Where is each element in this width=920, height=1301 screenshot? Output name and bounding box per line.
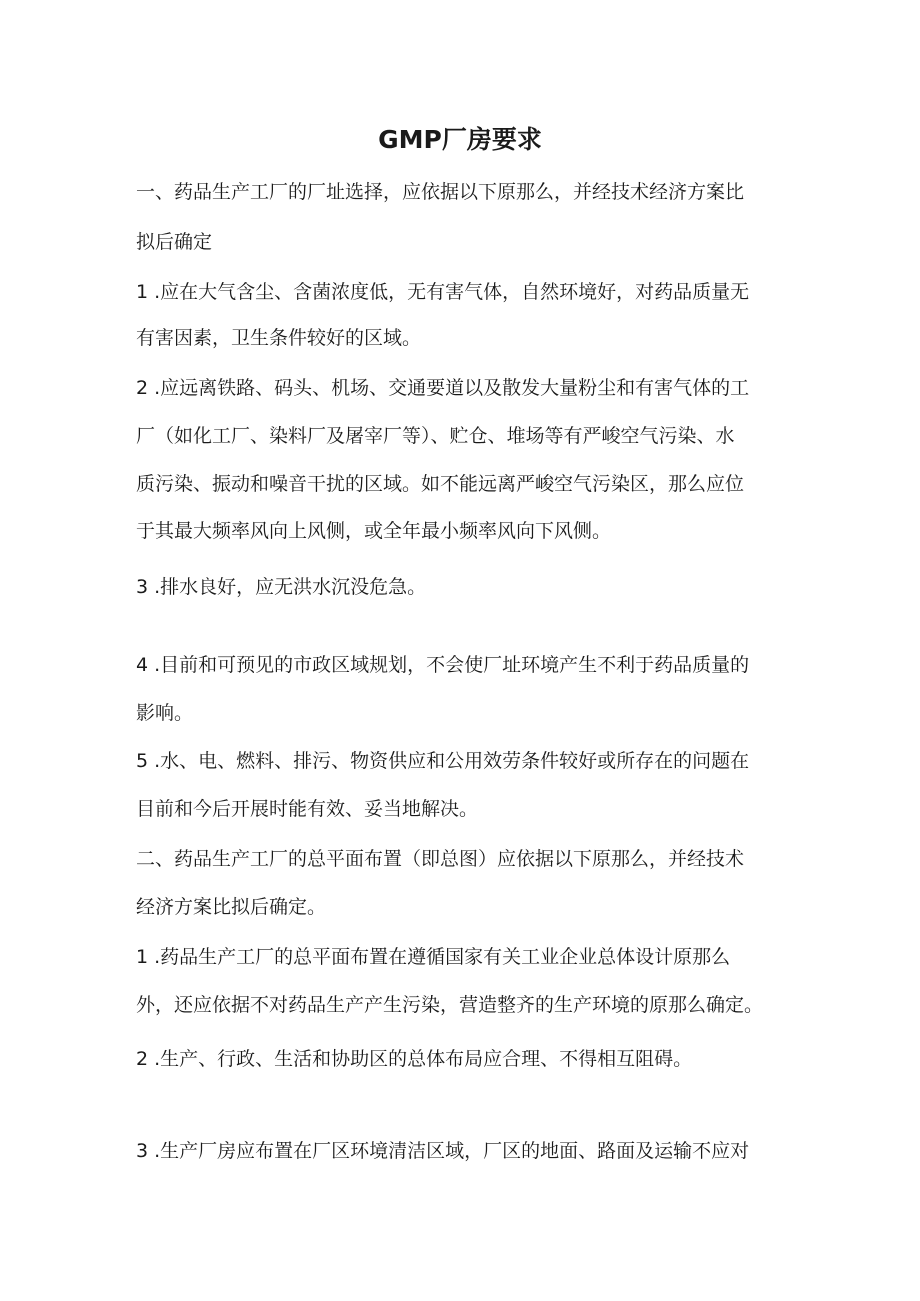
body-line: 目前和今后开展时能有效、妥当地解决。 (136, 798, 479, 820)
body-line: 1 .药品生产工厂的总平面布置在遵循国家有关工业企业总体设计原那么 (136, 946, 731, 968)
body-line: 一、药品生产工厂的厂址选择，应依据以下原那么，并经技术经济方案比 (136, 181, 745, 203)
body-line: 3 .排水良好，应无洪水沉没危急。 (136, 576, 427, 598)
body-line: 2 .生产、行政、生活和协助区的总体布局应合理、不得相互阻碍。 (136, 1048, 693, 1070)
body-line: 5 .水、电、燃料、排污、物资供应和公用效劳条件较好或所存在的问题在 (136, 750, 750, 772)
body-line: 3 .生产厂房应布置在厂区环境清洁区域，厂区的地面、路面及运输不应对 (136, 1140, 750, 1162)
body-line: 于其最大频率风向上风侧，或全年最小频率风向下风侧。 (136, 520, 612, 542)
body-line: 二、药品生产工厂的总平面布置（即总图）应依据以下原那么，并经技术 (136, 848, 745, 870)
body-line: 1 .应在大气含尘、含菌浓度低，无有害气体，自然环境好，对药品质量无 (136, 281, 750, 303)
body-line: 2 .应远离铁路、码头、机场、交通要道以及散发大量粉尘和有害气体的工 (136, 377, 750, 399)
body-line: 质污染、振动和噪音干扰的区域。如不能远离严峻空气污染区，那么应位 (136, 473, 745, 495)
body-line: 影响。 (136, 702, 194, 724)
body-line: 4 .目前和可预见的市政区域规划，不会使厂址环境产生不利于药品质量的 (136, 654, 750, 676)
body-line: 厂（如化工厂、染料厂及屠宰厂等）、贮仓、堆场等有严峻空气污染、水 (136, 425, 735, 447)
body-line: 经济方案比拟后确定。 (136, 896, 327, 918)
page-title: GMP厂房要求 (378, 125, 542, 154)
body-line: 有害因素，卫生条件较好的区域。 (136, 327, 422, 349)
body-line: 拟后确定 (136, 231, 213, 253)
body-line: 外，还应依据不对药品生产产生污染，营造整齐的生产环境的原那么确定。 (136, 994, 764, 1016)
